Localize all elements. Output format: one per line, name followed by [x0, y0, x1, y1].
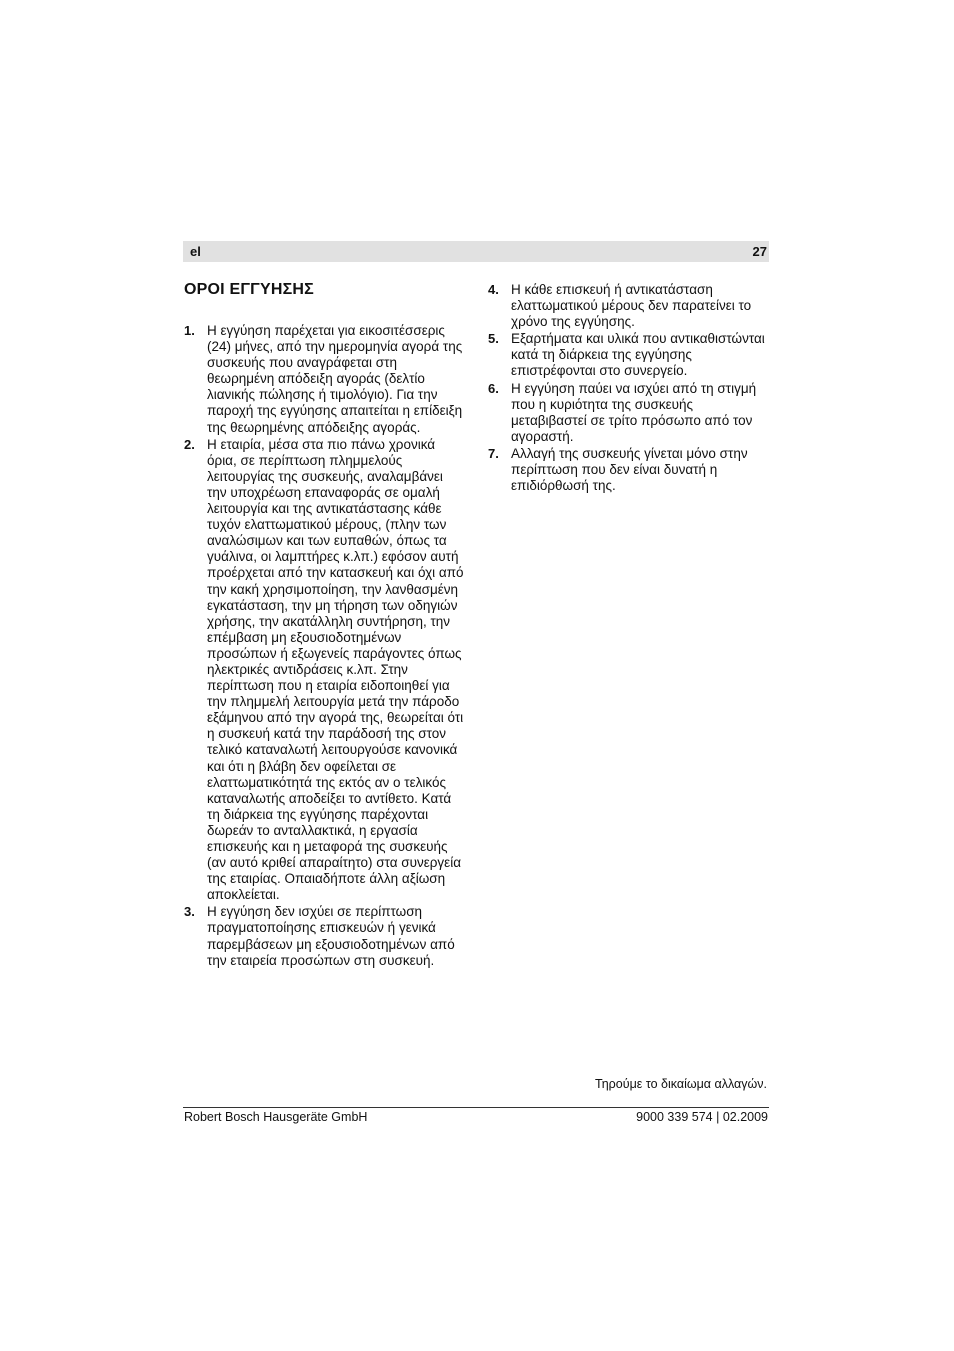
terms-list-right	[488, 282, 770, 495]
item-number: 4.	[488, 282, 499, 297]
item-text: Η εγγύηση παύει να ισχύει από τη στιγμή που η κυριότητα της συσκευής μεταβιβαστεί σε τρίτο πρόσωπο από τον αγοραστή.	[511, 380, 757, 444]
list-item	[184, 323, 466, 436]
page-title: ΟΡΟΙ ΕΓΓΥΗΣΗΣ	[184, 281, 314, 298]
item-number: 5.	[488, 331, 499, 347]
item-text: Αλλαγή της συσκευής γίνεται μόνο στην περίπτωση που δεν είναι δυνατή η επιδιόρθωσή της.	[511, 445, 748, 494]
page-header-bar	[183, 241, 769, 262]
footer-document-code: 9000 339 574 | 02.2009	[636, 1110, 768, 1124]
list-item	[184, 437, 466, 904]
item-text: Η εταιρία, μέσα στα πιο πάνω χρονικά όρια, σε περίπτωση πλημμελούς λειτουργίας της συσκευής, αναλαμβάνει την υποχρέωση επαναφοράς σε ομαλή λειτουργία και της αντικατάστασης κάθε τυχόν ελαττωματικού μέρους, (πλην των αναλώσιμων και των ευπαθών, όπως τα γυάλινα, οι λαμπτήρες κ.λπ.) εφόσον αυτή προέρχεται από την κατασκευή και όχι από την κακή χρησιμοποίηση, την λανθασμένη εγκατάσταση, την μη τήρηση των οδηγιών χρήσης, την ακατάλληλη συντήρηση, την επέμβαση μη εξουσιοδοτημένων προσώπων ή εξωγενείς παράγοντες όπως ηλεκτρικές αντιδράσεις κ.λπ. Στην περίπτωση που η εταιρία ειδοποιηθεί για την πλημμελή λειτουργία μετά την πάροδο εξάμηνου από την αγορά της, θεωρείται ότι η συσκευή κατά την παράδοσή της στον τελικό καταναλωτή λειτουργούσε κανονικά και ότι η βλάβη δεν οφείλεται σε ελαττωματικότητά της εκτός αν ο τελικός καταναλωτής αποδείξει το αντίθετο. Κατά τη διάρκεια της εγγύησης παρέχονται δωρεάν το ανταλλακτικά, η εργασία επισκευής και η μεταφορά της συσκευής (αν αυτό κριθεί απαραίτητο) στα συνεργεία της εταιρίας. Οπαιαδήποτε άλλη αξίωση αποκλείεται.	[207, 436, 464, 903]
item-number: 3.	[184, 904, 195, 920]
item-number: 2.	[184, 436, 195, 452]
footer-company: Robert Bosch Hausgeräte GmbH	[184, 1110, 368, 1124]
list-item	[488, 331, 770, 379]
page-number: 27	[752, 244, 767, 259]
item-number: 1.	[184, 323, 195, 338]
list-item	[488, 446, 770, 494]
list-item	[488, 381, 770, 445]
item-text: Η κάθε επισκευή ή αντικατάσταση ελαττωματικού μέρους δεν παρατείνει το χρόνο της εγγύησης.	[511, 282, 752, 330]
list-item	[488, 282, 770, 330]
footer-divider	[183, 1107, 769, 1108]
terms-list-left	[184, 323, 466, 970]
list-item	[184, 904, 466, 968]
item-text: Η εγγύηση δεν ισχύει σε περίπτωση πραγματοποίησης επισκευών ή γενικά παρεμβάσεων μη εξουσιοδοτημένων από την εταιρεία προσώπων στη συσκευή.	[207, 904, 455, 968]
item-number: 7.	[488, 445, 499, 461]
item-text: Εξαρτήματα και υλικά που αντικαθιστώνται κατά τη διάρκεια της εγγύησης επιστρέφονται στο συνεργείο.	[511, 331, 765, 379]
item-text: Η εγγύηση παρέχεται για εικοσιτέσσερις (24) μήνες, από την ημερομηνία αγορά της συσκευής που αναγράφεται στη θεωρημένη απόδειξη αγοράς (δελτίο λιανικής πώλησης ή τιμολόγιο). Για την παροχή της εγγύησης απαιτείται η επίδειξη της θεωρημένης απόδειξης αγοράς.	[207, 323, 463, 435]
language-code: el	[190, 244, 201, 259]
reserve-rights-note: Τηρούμε το δικαίωμα αλλαγών.	[595, 1077, 767, 1091]
item-number: 6.	[488, 380, 499, 396]
